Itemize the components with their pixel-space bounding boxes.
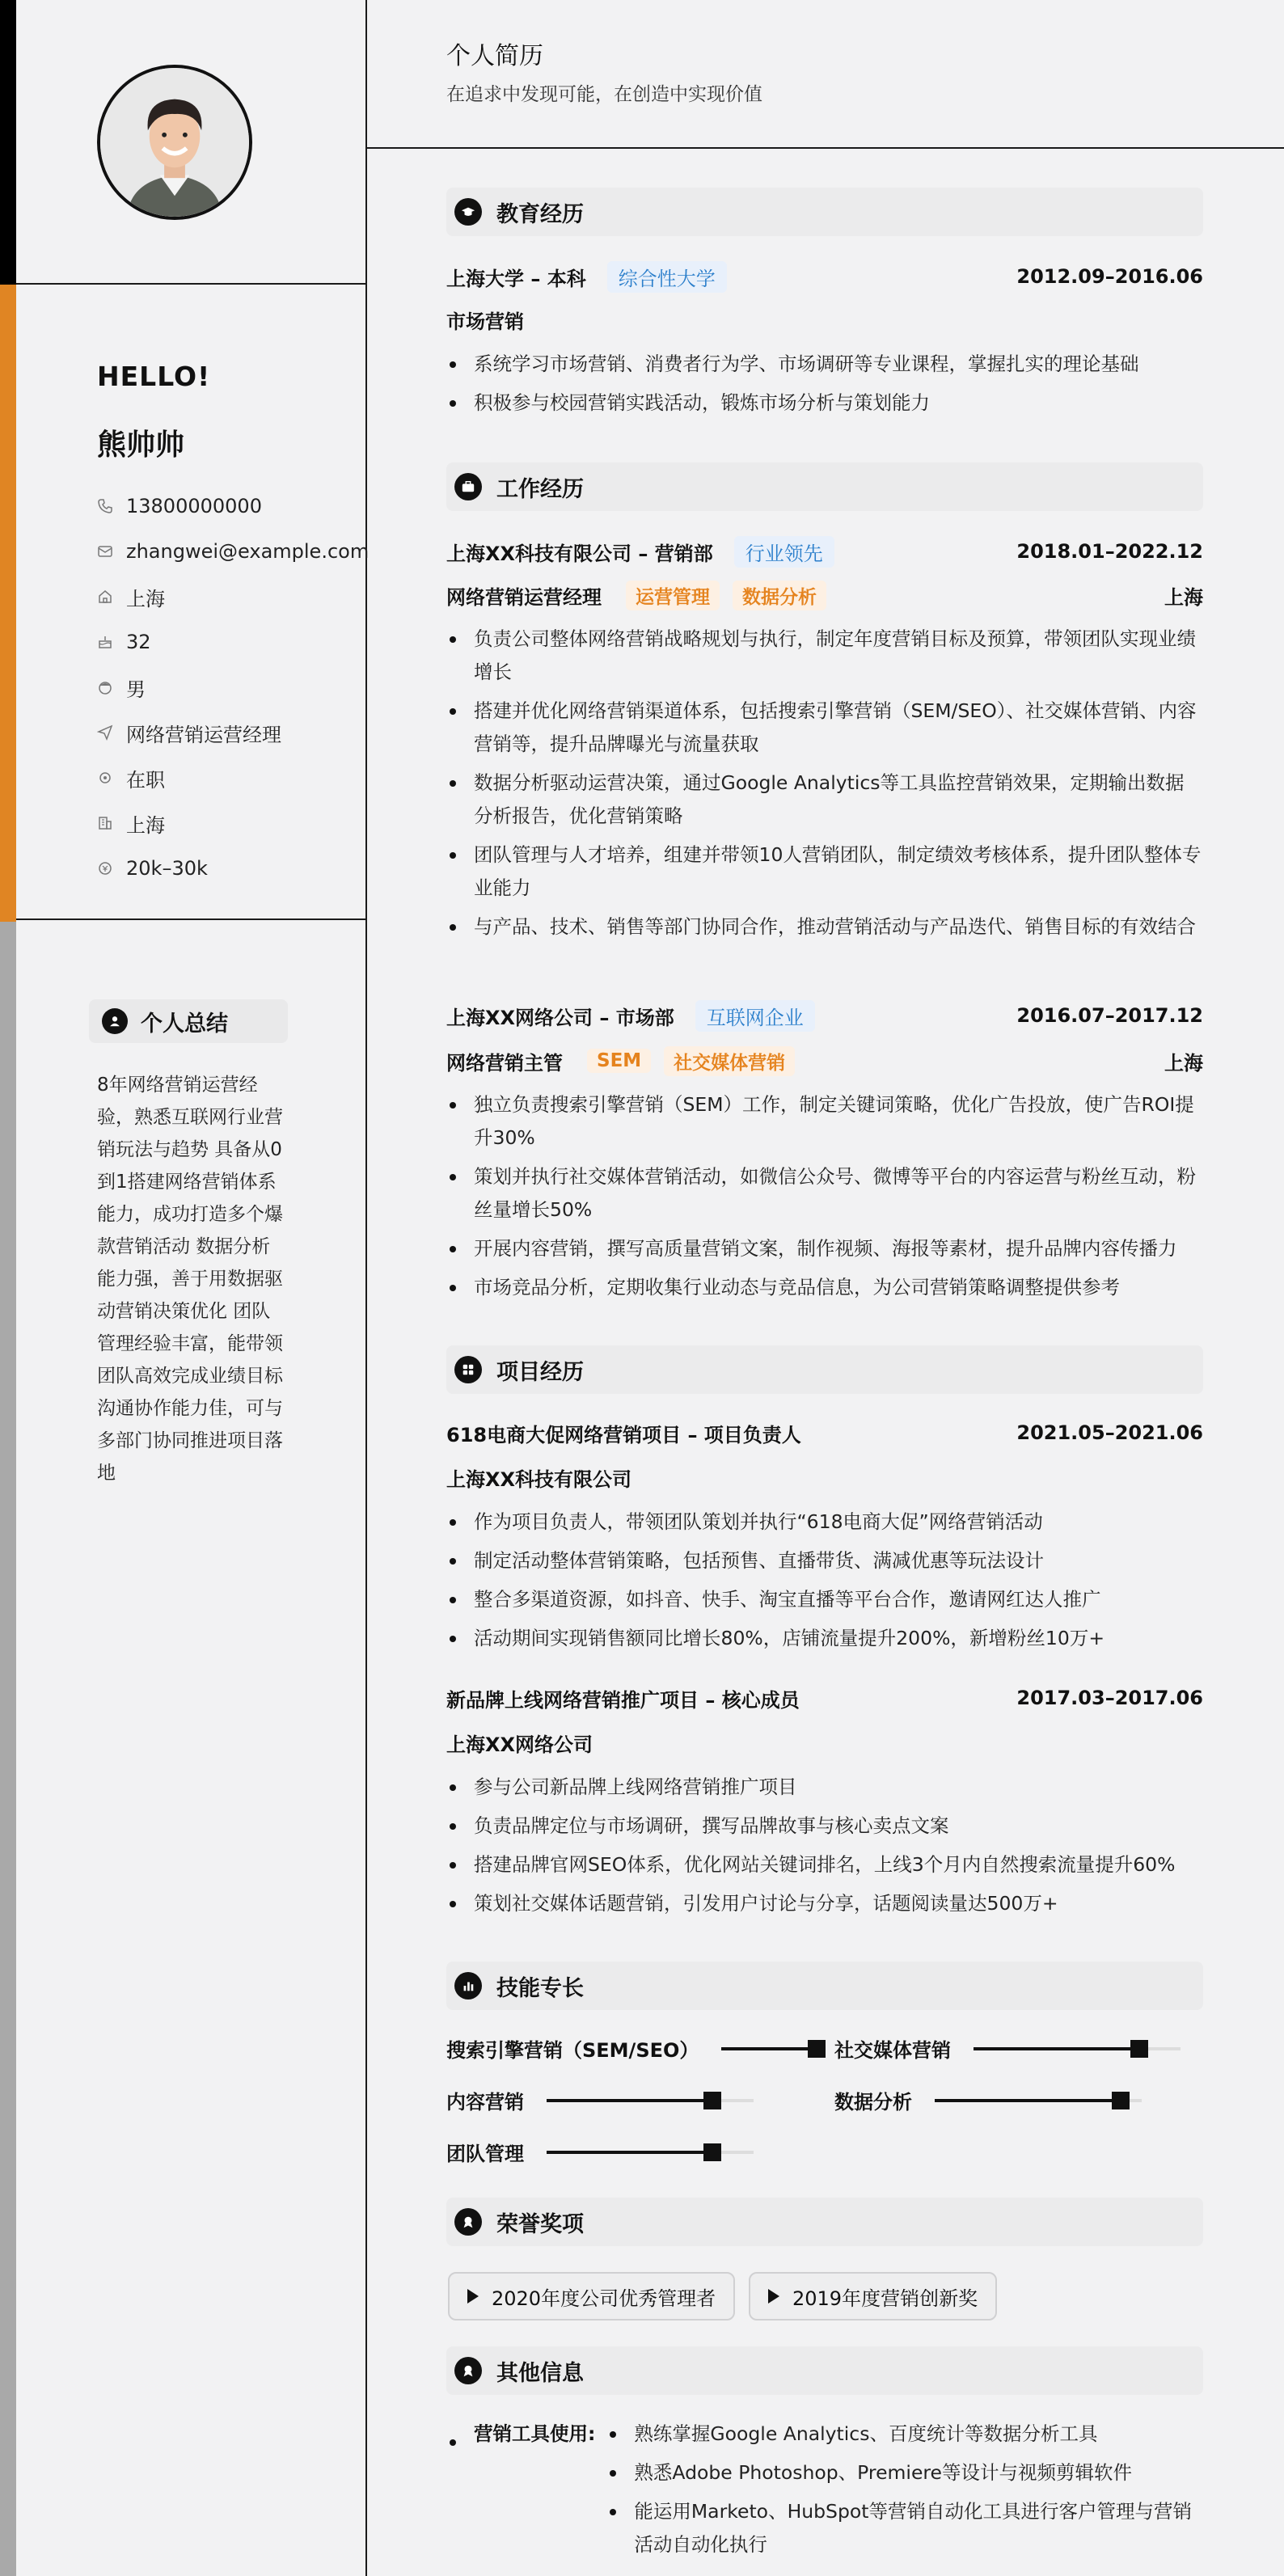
list-item: 独立负责搜索引擎营销（SEM）工作，制定关键词策略，优化广告投放，使广告ROI提升30% <box>446 1088 1203 1155</box>
skill-bar <box>974 2047 1181 2050</box>
skill-name: 数据分析 <box>834 2091 912 2114</box>
education-major: 市场营销 <box>446 310 524 333</box>
page-subtitle: 在追求中发现可能，在创造中实现价值 <box>446 84 762 105</box>
briefcase-icon <box>454 473 482 500</box>
list-item: 搭建并优化网络营销渠道体系，包括搜索引擎营销（SEM/SEO）、社交媒体营销、内容营销等，提升品牌曝光与流量获取 <box>446 695 1203 761</box>
list-item: 策划社交媒体话题营销，引发用户讨论与分享，话题阅读量达500万+ <box>446 1887 1203 1920</box>
skill-fill <box>935 2099 1121 2102</box>
status-icon <box>97 770 126 786</box>
skill-fill <box>547 2099 712 2102</box>
job-role: 网络营销主管 <box>446 1051 563 1075</box>
salary-icon <box>97 860 126 876</box>
skill-name: 团队管理 <box>446 2143 524 2165</box>
skill-name: 搜索引擎营销（SEM/SEO） <box>446 2039 699 2062</box>
education-date: 2012.09–2016.06 <box>1016 265 1203 288</box>
accent-bar-black <box>0 0 16 285</box>
job-location: 上海 <box>1164 1051 1203 1075</box>
job-tag: 行业领先 <box>734 536 834 568</box>
job-location: 上海 <box>1164 585 1203 609</box>
age-text: 32 <box>126 631 151 653</box>
other-heading <box>446 2346 1203 2395</box>
skill-bar <box>935 2099 1142 2102</box>
projects-title: 项目经历 <box>496 1359 584 1385</box>
list-item: 市场竞品分析，定期收集行业动态与竞品信息，为公司营销策略调整提供参考 <box>446 1271 1203 1304</box>
info-position <box>97 710 369 755</box>
award-icon <box>454 2208 482 2236</box>
list-item: 熟悉Adobe Photoshop、Premiere等设计与视频剪辑软件 <box>606 2456 1203 2489</box>
vertical-divider <box>365 0 367 2576</box>
skill-row <box>446 2138 754 2166</box>
awards-title: 荣誉奖项 <box>496 2211 584 2237</box>
gender-icon <box>97 679 126 695</box>
project-row-1 <box>446 1417 1203 1449</box>
project-bullets-1 <box>446 1505 1203 1661</box>
contact-info-list <box>97 484 369 891</box>
phone-icon <box>97 498 126 514</box>
list-item: 积极参与校园营销实践活动，锻炼市场分析与策划能力 <box>446 386 1203 420</box>
info-phone <box>97 484 369 529</box>
job-date: 2016.07–2017.12 <box>1016 1004 1203 1027</box>
education-bullets <box>446 348 1203 425</box>
award-label: 2019年度营销创新奖 <box>792 2287 978 2310</box>
gender-text: 男 <box>126 678 146 701</box>
summary-title: 个人总结 <box>141 1011 228 1037</box>
education-title: 教育经历 <box>496 201 584 227</box>
info-icon <box>454 2357 482 2384</box>
project-date: 2021.05–2021.06 <box>1016 1421 1203 1444</box>
project-row-2 <box>446 1682 1203 1714</box>
send-icon <box>97 724 126 741</box>
list-item: 负责公司整体网络营销战略规划与执行，制定年度营销目标及预算，带领团队实现业绩增长 <box>446 623 1203 689</box>
accent-bar-orange <box>0 285 16 922</box>
bar-chart-icon <box>454 1972 482 2000</box>
list-item: 数据分析驱动运营决策，通过Google Analytics等工具监控营销效果，定期输出数据分析报告，优化营销策略 <box>446 766 1203 833</box>
other-info <box>446 2418 1203 2567</box>
list-item: 制定活动整体营销策略，包括预售、直播带货、满减优惠等玩法设计 <box>446 1544 1203 1577</box>
sidebar-divider <box>16 918 365 920</box>
city-text: 上海 <box>126 587 165 610</box>
skill-bar <box>547 2099 754 2102</box>
status-text: 在职 <box>126 768 165 792</box>
list-item: 参与公司新品牌上线网络营销推广项目 <box>446 1771 1203 1804</box>
skill-tag: 运营管理 <box>626 581 720 610</box>
job-role-row-1 <box>446 579 1203 611</box>
list-item: 整合多渠道资源，如抖音、快手、淘宝直播等平台合作，邀请网红达人推广 <box>446 1583 1203 1616</box>
list-item: 策划并执行社交媒体营销活动，如微信公众号、微博等平台的内容运营与粉丝互动，粉丝量增长50% <box>446 1160 1203 1227</box>
graduation-cap-icon <box>454 198 482 226</box>
project-name: 618电商大促网络营销项目 – 项目负责人 <box>446 1423 801 1446</box>
other-title: 其他信息 <box>496 2360 584 2386</box>
job-company: 上海XX网络公司 – 市场部 <box>446 1006 674 1029</box>
job-row-2 <box>446 999 1203 1032</box>
job-row-1 <box>446 535 1203 568</box>
job-bullets-2 <box>446 1088 1203 1310</box>
list-item: 系统学习市场营销、消费者行为学、市场调研等专业课程，掌握扎实的理论基础 <box>446 348 1203 381</box>
candidate-name: 熊帅帅 <box>97 429 185 462</box>
skill-knob <box>703 2143 721 2161</box>
skill-bar <box>547 2151 754 2154</box>
home-icon <box>97 589 126 605</box>
salary-text: 20k–30k <box>126 857 208 880</box>
projects-heading <box>446 1345 1203 1394</box>
skill-row <box>834 2034 1181 2063</box>
email-text: zhangwei@example.com <box>126 540 370 563</box>
skill-knob <box>808 2040 826 2058</box>
school-tag: 综合性大学 <box>607 261 727 293</box>
job-tag: 互联网企业 <box>695 1000 815 1032</box>
accent-bar-gray <box>0 922 16 2576</box>
skill-bar <box>721 2047 817 2050</box>
list-item: 活动期间实现销售额同比增长80%，店铺流量提升200%，新增粉丝10万+ <box>446 1622 1203 1655</box>
skill-tag: SEM <box>587 1049 651 1073</box>
header-divider <box>367 147 1284 149</box>
play-triangle-icon <box>768 2289 779 2304</box>
list-item: 团队管理与人才培养，组建并带领10人营销团队，制定绩效考核体系，提升团队整体专业能力 <box>446 838 1203 905</box>
education-heading <box>446 188 1203 236</box>
tools-list <box>606 2418 1203 2567</box>
skill-knob <box>703 2092 721 2109</box>
school-name: 上海大学 – 本科 <box>446 267 586 290</box>
work-title: 工作经历 <box>496 476 584 502</box>
info-salary <box>97 846 369 891</box>
tools-item <box>446 2418 1203 2567</box>
project-company: 上海XX科技有限公司 <box>446 1468 632 1491</box>
list-item: 与产品、技术、销售等部门协同合作，推动营销活动与产品迭代、销售目标的有效结合 <box>446 910 1203 944</box>
summary-text: 8年网络营销运营经验，熟悉互联网行业营销玩法与趋势 具备从0到1搭建网络营销体系能力，成功打造多个爆款营销活动 数据分析能力强，善于用数据驱动营销决策优化 团队管理经验丰富，能带领团队高效完成业绩目标 沟通协作能力佳，可与多部门协同推进项目落地 <box>97 1075 283 1484</box>
skill-fill <box>974 2047 1139 2050</box>
list-item: 熟练掌握Google Analytics、百度统计等数据分析工具 <box>606 2418 1203 2451</box>
project-date: 2017.03–2017.06 <box>1016 1687 1203 1709</box>
play-triangle-icon <box>467 2289 479 2304</box>
list-item: 作为项目负责人，带领团队策划并执行“618电商大促”网络营销活动 <box>446 1505 1203 1539</box>
building-icon <box>97 815 126 831</box>
skill-tag: 数据分析 <box>733 581 826 610</box>
info-age <box>97 619 369 665</box>
education-row <box>446 260 1203 293</box>
position-text: 网络营销运营经理 <box>126 723 281 746</box>
job-company: 上海XX科技有限公司 – 营销部 <box>446 542 713 565</box>
project-bullets-2 <box>446 1771 1203 1926</box>
awards-heading <box>446 2198 1203 2246</box>
mail-icon <box>97 543 126 560</box>
skill-fill <box>547 2151 712 2154</box>
sidebar-divider <box>16 283 365 285</box>
cake-icon <box>97 634 126 650</box>
info-work-city <box>97 800 369 846</box>
avatar <box>97 65 252 220</box>
award-badge <box>448 2272 735 2321</box>
info-email <box>97 529 369 574</box>
info-city <box>97 574 369 619</box>
work-city-text: 上海 <box>126 813 165 837</box>
avatar-photo <box>100 68 249 217</box>
skill-fill <box>721 2047 817 2050</box>
skill-knob <box>1112 2092 1130 2109</box>
skill-knob <box>1130 2040 1148 2058</box>
job-date: 2018.01–2022.12 <box>1016 540 1203 563</box>
info-status <box>97 755 369 800</box>
award-badge <box>749 2272 997 2321</box>
skills-heading <box>446 1962 1203 2010</box>
skill-name: 社交媒体营销 <box>834 2039 951 2062</box>
skill-row <box>446 2034 817 2063</box>
info-gender <box>97 665 369 710</box>
project-name: 新品牌上线网络营销推广项目 – 核心成员 <box>446 1688 800 1712</box>
grid-icon <box>454 1356 482 1383</box>
award-label: 2020年度公司优秀管理者 <box>492 2287 716 2310</box>
project-company: 上海XX网络公司 <box>446 1734 593 1756</box>
list-item: 能运用Marketo、HubSpot等营销自动化工具进行客户管理与营销活动自动化执行 <box>606 2495 1203 2561</box>
skill-row <box>834 2086 1142 2114</box>
list-item: 搭建品牌官网SEO体系，优化网站关键词排名，上线3个月内自然搜索流量提升60% <box>446 1848 1203 1881</box>
page-title: 个人简历 <box>446 42 543 70</box>
skill-row <box>446 2086 754 2114</box>
skills-title: 技能专长 <box>496 1975 584 2001</box>
phone-text: 13800000000 <box>126 495 262 517</box>
job-role: 网络营销运营经理 <box>446 585 602 609</box>
skill-name: 内容营销 <box>446 2091 524 2114</box>
work-heading <box>446 462 1203 511</box>
hello-heading: HELLO! <box>97 361 211 392</box>
list-item: 负责品牌定位与市场调研，撰写品牌故事与核心卖点文案 <box>446 1810 1203 1843</box>
person-icon <box>102 1008 128 1034</box>
job-bullets-1 <box>446 623 1203 949</box>
summary-heading <box>89 999 288 1043</box>
tools-label: 营销工具使用: <box>474 2422 596 2445</box>
list-item: 开展内容营销，撰写高质量营销文案，制作视频、海报等素材，提升品牌内容传播力 <box>446 1232 1203 1265</box>
skill-tag: 社交媒体营销 <box>664 1046 795 1076</box>
job-role-row-2 <box>446 1045 1203 1077</box>
